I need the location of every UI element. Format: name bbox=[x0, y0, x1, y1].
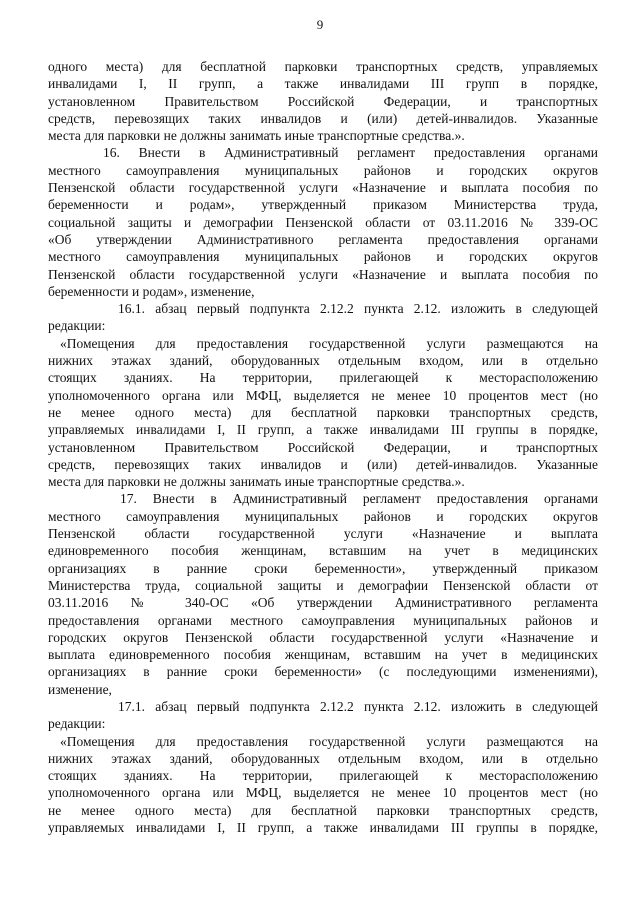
text-line: одного места) для бесплатной парковки транспортных средств, управляемых bbox=[48, 59, 598, 74]
text-line: управляемых инвалидами I, II групп, а также инвалидами III группы в порядке, bbox=[48, 820, 598, 836]
text-line: места для парковки не должны занимать иные транспортные средства.». bbox=[48, 128, 465, 144]
text-line: социальной защиты и демографии Пензенской области от 03.11.2016 № 339-ОС bbox=[48, 214, 598, 230]
text-line: стоящих зданиях. На территории, прилегающей к месторасположению bbox=[48, 370, 598, 386]
paragraph-16-1-start: 16.1. абзац первый подпункта 2.12.2 пункта 2.12. изложить в следующей bbox=[118, 301, 598, 317]
text-line: редакции: bbox=[48, 716, 106, 732]
text-line: организациях в ранние сроки беременности» (с последующими изменениями), bbox=[48, 664, 598, 680]
text-line: беременности и родам», утвержденный приказом Министерства труда, bbox=[48, 197, 598, 213]
text-line: городских округов Пензенской области государственной услуги «Назначение и bbox=[48, 629, 598, 645]
text-line: не менее одного места) для бесплатной парковки транспортных средств, bbox=[48, 404, 598, 420]
text-line: беременности и родам», изменение, bbox=[48, 283, 255, 299]
text-line: Министерства труда, социальной защиты и демографии Пензенской области от bbox=[48, 577, 598, 593]
text-line: «Об утверждении Административного регламента предоставления органами bbox=[48, 231, 598, 247]
text-line: стоящих зданиях. На территории, прилегающей к месторасположению bbox=[48, 768, 598, 784]
text-line: Пензенской области государственной услуги «Назначение и выплата пособия по bbox=[48, 180, 598, 196]
quote-17-1-start: «Помещения для предоставления государственной услуги размещаются на bbox=[60, 733, 598, 749]
text-line: местного самоуправления муниципальных районов и городских округов bbox=[48, 508, 598, 524]
text-line: организациях в ранние сроки беременности», утвержденный приказом bbox=[48, 560, 598, 576]
text-line: редакции: bbox=[48, 318, 106, 334]
document-body bbox=[48, 58, 598, 836]
paragraph-17-1-start: 17.1. абзац первый подпункта 2.12.2 пункта 2.12. изложить в следующей bbox=[118, 698, 598, 714]
text-line: изменение, bbox=[48, 681, 112, 697]
text-line: местного самоуправления муниципальных районов и городских округов bbox=[48, 249, 598, 265]
text-line: выплата единовременного пособия женщинам, вставшим на учет в медицинских bbox=[48, 647, 598, 663]
text-line: 03.11.2016 № 340-ОС «Об утверждении Административного регламента bbox=[48, 595, 598, 611]
text-line: места для парковки не должны занимать иные транспортные средства.». bbox=[48, 474, 465, 490]
text-line: Пензенской области государственной услуги «Назначение и выплата пособия по bbox=[48, 266, 598, 282]
text-line: нижних этажах зданий, оборудованных отдельным входом, или в отдельно bbox=[48, 353, 598, 369]
text-line: инвалидами I, II групп, а также инвалидами III групп в порядке, bbox=[48, 76, 598, 92]
paragraph-17-start: 17. Внести в Административный регламент предоставления органами bbox=[120, 491, 598, 507]
text-line: установленном Правительством Российской Федерации, и транспортных bbox=[48, 439, 598, 455]
text-line: не менее одного места) для бесплатной парковки транспортных средств, bbox=[48, 802, 598, 818]
text-line: управляемых инвалидами I, II групп, а также инвалидами III группы в порядке, bbox=[48, 422, 598, 438]
quote-16-1-start: «Помещения для предоставления государственной услуги размещаются на bbox=[60, 335, 598, 351]
text-line: единовременного пособия женщинам, вставшим на учет в медицинских bbox=[48, 543, 598, 559]
text-line: установленном Правительством Российской Федерации, и транспортных bbox=[48, 93, 598, 109]
text-line: средств, перевозящих таких инвалидов и (или) детей-инвалидов. Указанные bbox=[48, 110, 598, 126]
text-line: Пензенской области государственной услуги «Назначение и выплата bbox=[48, 526, 598, 542]
text-line: нижних этажах зданий, оборудованных отдельным входом, или в отдельно bbox=[48, 750, 598, 766]
text-line: уполномоченного органа или МФЦ, выделяется не менее 10 процентов мест (но bbox=[48, 785, 598, 801]
text-line: средств, перевозящих таких инвалидов и (или) детей-инвалидов. Указанные bbox=[48, 456, 598, 472]
text-line: уполномоченного органа или МФЦ, выделяется не менее 10 процентов мест (но bbox=[48, 387, 598, 403]
text-line: предоставления органами местного самоуправления муниципальных районов и bbox=[48, 612, 598, 628]
paragraph-16-start: 16. Внести в Административный регламент предоставления органами bbox=[103, 145, 598, 161]
text-line: местного самоуправления муниципальных районов и городских округов bbox=[48, 162, 598, 178]
page-number: 9 bbox=[316, 17, 324, 32]
